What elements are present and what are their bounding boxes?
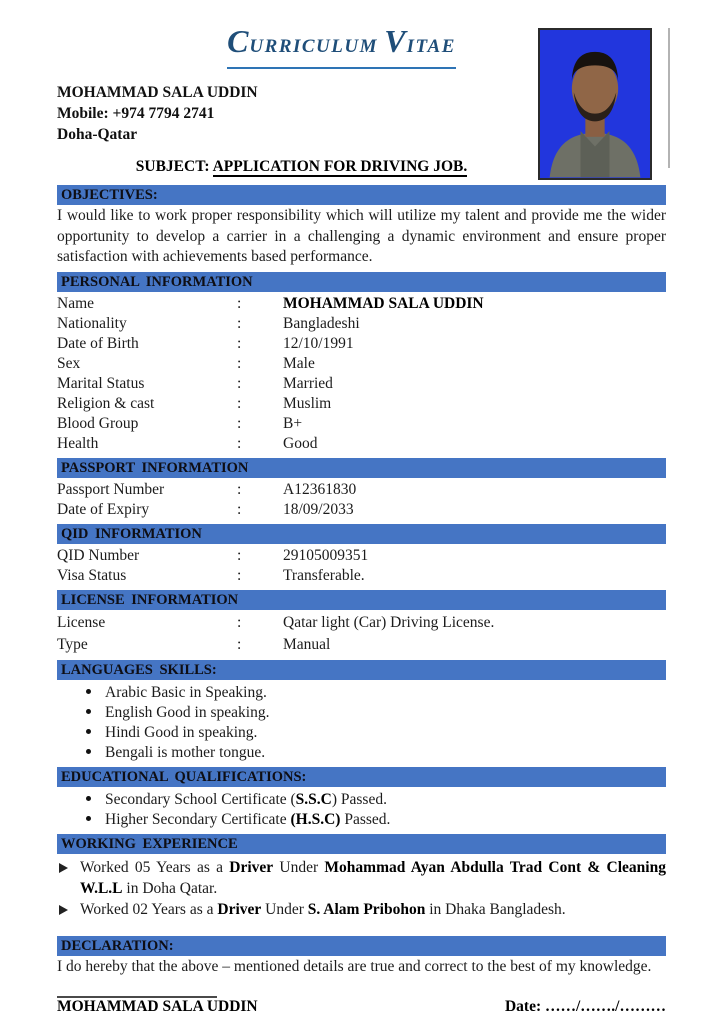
passport-information-table [57,478,666,522]
signature-name: MOHAMMAD SALA UDDIN [57,998,258,1015]
list-item: Secondary School Certificate (S.S.C) Passed. [57,790,666,810]
declaration-text: I do hereby that the above – mentioned details are true and correct to the best of my knowledge. [57,957,652,975]
list-item: Higher Secondary Certificate (H.S.C) Passed. [57,810,666,830]
bullet-icon [86,689,91,694]
list-item: Bengali is mother tongue. [57,743,666,763]
table-row: Nationality : Bangladeshi [57,314,360,332]
subject-label: SUBJECT: [135,158,213,175]
passport-photo [538,28,652,180]
table-row: QID Number : 29105009351 [57,546,369,564]
license-information-table [57,610,666,658]
bullet-icon [86,796,91,801]
contact-mobile: Mobile: +974 7794 2741 [57,105,215,122]
section-header-personal-information: PERSONAL INFORMATION [57,272,666,292]
list-item: Hindi Good in speaking. [57,723,666,743]
bullet-icon [86,749,91,754]
table-row: Marital Status : Married [57,374,333,392]
contact-name: MOHAMMAD SALA UDDIN [57,84,258,101]
section-header-working-experience: WORKING EXPERIENCE [57,834,666,854]
table-row: Date of Expiry : 18/09/2033 [57,500,354,518]
right-margin-divider [668,28,670,168]
spacer [57,920,666,934]
section-header-declaration: DECLARATION: [57,936,666,956]
table-row: Passport Number : A12361830 [57,480,357,498]
table-row: Date of Birth : 12/10/1991 [57,334,354,352]
table-row: Name : MOHAMMAD SALA UDDIN [57,294,484,312]
table-row: License : Qatar light (Car) Driving License. [57,613,495,631]
table-row: Religion & cast : Muslim [57,394,332,412]
education-list [57,787,666,832]
section-header-objectives: OBJECTIVES: [57,185,666,205]
section-header-passport-information: PASSPORT INFORMATION [57,458,666,478]
qid-information-table [57,544,666,588]
bullet-icon [86,709,91,714]
list-item: Worked 02 Years as a Driver Under S. Alam Pribohon in Dhaka Bangladesh. [57,899,666,920]
signature-row [57,996,666,1016]
bullet-icon [86,816,91,821]
arrow-bullet-icon [59,905,68,915]
table-row: Type : Manual [57,635,331,653]
list-item: Arabic Basic in Speaking. [57,683,666,703]
section-header-languages-skills: LANGUAGES SKILLS: [57,660,666,680]
list-item: Worked 05 Years as a Driver Under Mohammad Ayan Abdulla Trad Cont & Cleaning W.L.L in Doha Qatar. [57,857,666,899]
objectives-text: I would like to work proper responsibility which will utilize my talent and provide me the wider opportunity to develop a carrier in a challenging a dynamic environment and ensure proper satisfaction with achievements based performance. [57,207,666,265]
table-row: Blood Group : B+ [57,414,303,432]
date-field: Date: ……/……./……… [504,998,666,1015]
section-header-educational-qualifications: EDUCATIONAL QUALIFICATIONS: [57,767,666,787]
languages-list [57,680,666,765]
personal-information-table [57,292,666,456]
table-row: Visa Status : Transferable. [57,566,365,584]
person-portrait-illustration [540,30,650,178]
section-header-license-information: LICENSE INFORMATION [57,590,666,610]
signature-block [57,996,258,1016]
subject-value: APPLICATION FOR DRIVING JOB. [212,158,468,175]
page-title: CURRICULUM VITAE [227,24,456,69]
arrow-bullet-icon [59,863,68,873]
experience-list [57,854,666,920]
list-item: English Good in speaking. [57,703,666,723]
section-header-qid-information: QID INFORMATION [57,524,666,544]
contact-location: Doha-Qatar [57,126,138,143]
table-row: Sex : Male [57,354,315,372]
bullet-icon [86,729,91,734]
table-row: Health : Good [57,434,318,452]
